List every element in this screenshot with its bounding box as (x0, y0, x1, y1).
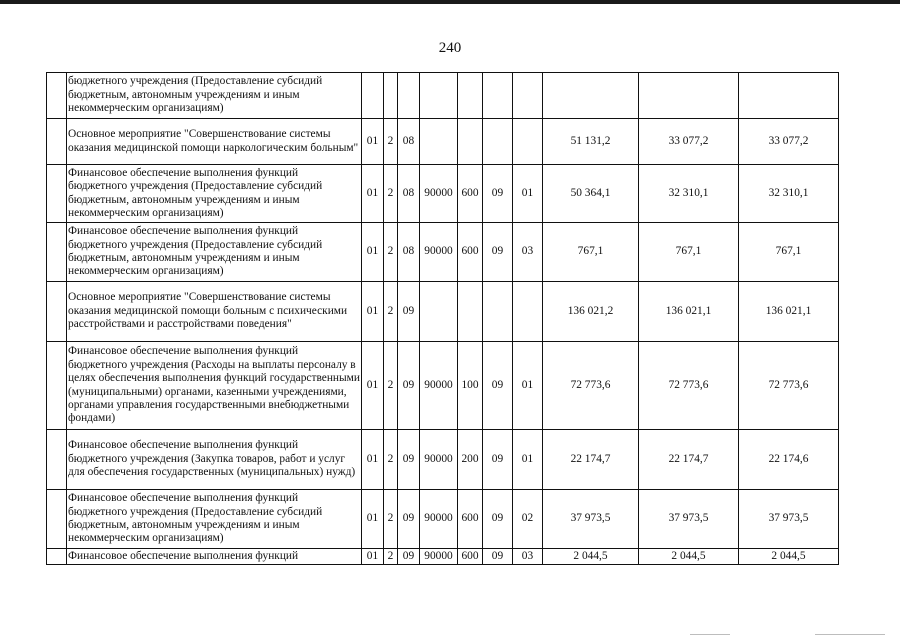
code-subsection: 03 (513, 223, 543, 282)
amount-year-3: 72 773,6 (739, 342, 839, 430)
amount-year-3 (739, 73, 839, 119)
code-section: 09 (483, 549, 513, 565)
code-program: 01 (362, 165, 384, 223)
code-program: 01 (362, 549, 384, 565)
indent-cell (47, 342, 67, 430)
code-direction (420, 282, 458, 342)
table-row (47, 282, 839, 342)
code-direction: 90000 (420, 342, 458, 430)
code-program: 01 (362, 342, 384, 430)
amount-year-2 (639, 73, 739, 119)
table-body (47, 73, 839, 565)
row-name: бюджетного учреждения (Предоставление субсидий бюджетным, автономным учреждениям и иным некоммерческим организациям) (67, 73, 362, 119)
amount-year-1: 136 021,2 (543, 282, 639, 342)
indent-cell (47, 119, 67, 165)
code-section: 09 (483, 430, 513, 490)
amount-year-1: 37 973,5 (543, 490, 639, 549)
scan-artifact-line (815, 634, 885, 635)
code-program: 01 (362, 119, 384, 165)
code-section: 09 (483, 490, 513, 549)
table-row (47, 73, 839, 119)
amount-year-3: 37 973,5 (739, 490, 839, 549)
code-subprogram: 2 (384, 490, 398, 549)
indent-cell (47, 73, 67, 119)
code-section (483, 73, 513, 119)
code-section: 09 (483, 342, 513, 430)
code-subsection: 01 (513, 342, 543, 430)
code-event: 09 (398, 549, 420, 565)
code-expense-type: 200 (458, 430, 483, 490)
amount-year-1: 51 131,2 (543, 119, 639, 165)
code-event: 08 (398, 223, 420, 282)
code-event: 08 (398, 119, 420, 165)
code-subsection: 01 (513, 430, 543, 490)
code-expense-type: 600 (458, 165, 483, 223)
code-program (362, 73, 384, 119)
amount-year-1 (543, 73, 639, 119)
amount-year-2: 37 973,5 (639, 490, 739, 549)
code-program: 01 (362, 490, 384, 549)
amount-year-2: 72 773,6 (639, 342, 739, 430)
indent-cell (47, 549, 67, 565)
row-name: Финансовое обеспечение выполнения функций бюджетного учреждения (Предоставление субсидий бюджетным, автономным учреждениям и иным некоммерческим организациям) (67, 223, 362, 282)
code-subsection (513, 282, 543, 342)
code-event: 08 (398, 165, 420, 223)
amount-year-3: 767,1 (739, 223, 839, 282)
code-subprogram: 2 (384, 119, 398, 165)
indent-cell (47, 223, 67, 282)
amount-year-2: 32 310,1 (639, 165, 739, 223)
amount-year-3: 136 021,1 (739, 282, 839, 342)
indent-cell (47, 430, 67, 490)
amount-year-1: 2 044,5 (543, 549, 639, 565)
code-subprogram: 2 (384, 165, 398, 223)
row-name: Основное мероприятие "Совершенствование системы оказания медицинской помощи больным с психическими расстройствами и расстройствами поведения" (67, 282, 362, 342)
amount-year-2: 2 044,5 (639, 549, 739, 565)
amount-year-2: 767,1 (639, 223, 739, 282)
code-expense-type (458, 282, 483, 342)
code-section: 09 (483, 165, 513, 223)
code-event: 09 (398, 490, 420, 549)
amount-year-1: 22 174,7 (543, 430, 639, 490)
scan-artifact-line (690, 634, 730, 635)
code-expense-type (458, 119, 483, 165)
code-direction: 90000 (420, 223, 458, 282)
code-section (483, 282, 513, 342)
code-subsection: 01 (513, 165, 543, 223)
code-program: 01 (362, 430, 384, 490)
amount-year-2: 22 174,7 (639, 430, 739, 490)
code-event (398, 73, 420, 119)
code-event: 09 (398, 342, 420, 430)
table-row (47, 119, 839, 165)
amount-year-1: 72 773,6 (543, 342, 639, 430)
code-expense-type: 600 (458, 490, 483, 549)
row-name: Финансовое обеспечение выполнения функций (67, 549, 362, 565)
row-name: Финансовое обеспечение выполнения функций бюджетного учреждения (Предоставление субсидий бюджетным, автономным учреждениям и иным некоммерческим организациям) (67, 165, 362, 223)
row-name: Финансовое обеспечение выполнения функций бюджетного учреждения (Закупка товаров, работ и услуг для обеспечения государственных (муниципальных) нужд) (67, 430, 362, 490)
code-subsection (513, 119, 543, 165)
code-direction: 90000 (420, 549, 458, 565)
code-subsection: 03 (513, 549, 543, 565)
amount-year-3: 32 310,1 (739, 165, 839, 223)
code-program: 01 (362, 223, 384, 282)
code-expense-type: 600 (458, 549, 483, 565)
code-expense-type (458, 73, 483, 119)
code-direction (420, 73, 458, 119)
code-subprogram (384, 73, 398, 119)
table-row (47, 223, 839, 282)
table-row (47, 430, 839, 490)
amount-year-3: 2 044,5 (739, 549, 839, 565)
top-border-rule (0, 0, 900, 4)
code-subsection (513, 73, 543, 119)
amount-year-2: 33 077,2 (639, 119, 739, 165)
code-direction (420, 119, 458, 165)
indent-cell (47, 490, 67, 549)
row-name: Основное мероприятие "Совершенствование системы оказания медицинской помощи наркологическим больным" (67, 119, 362, 165)
amount-year-3: 22 174,6 (739, 430, 839, 490)
code-subprogram: 2 (384, 342, 398, 430)
table-row (47, 549, 839, 565)
code-subprogram: 2 (384, 430, 398, 490)
amount-year-3: 33 077,2 (739, 119, 839, 165)
amount-year-1: 50 364,1 (543, 165, 639, 223)
code-section (483, 119, 513, 165)
code-section: 09 (483, 223, 513, 282)
code-expense-type: 600 (458, 223, 483, 282)
budget-table (46, 72, 839, 565)
code-subprogram: 2 (384, 223, 398, 282)
code-direction: 90000 (420, 490, 458, 549)
code-event: 09 (398, 430, 420, 490)
code-direction: 90000 (420, 165, 458, 223)
amount-year-2: 136 021,1 (639, 282, 739, 342)
code-event: 09 (398, 282, 420, 342)
table-row (47, 490, 839, 549)
code-subprogram: 2 (384, 282, 398, 342)
table-row (47, 165, 839, 223)
table-row (47, 342, 839, 430)
row-name: Финансовое обеспечение выполнения функций бюджетного учреждения (Расходы на выплаты персоналу в целях обеспечения выполнения функций государственными (муниципальными) органами, казенными учреждениями, органами управления государственными внебюджетными фондами) (67, 342, 362, 430)
indent-cell (47, 165, 67, 223)
row-name: Финансовое обеспечение выполнения функций бюджетного учреждения (Предоставление субсидий бюджетным, автономным учреждениям и иным некоммерческим организациям) (67, 490, 362, 549)
code-subsection: 02 (513, 490, 543, 549)
page-number: 240 (438, 40, 462, 56)
code-subprogram: 2 (384, 549, 398, 565)
indent-cell (47, 282, 67, 342)
code-program: 01 (362, 282, 384, 342)
code-expense-type: 100 (458, 342, 483, 430)
code-direction: 90000 (420, 430, 458, 490)
amount-year-1: 767,1 (543, 223, 639, 282)
